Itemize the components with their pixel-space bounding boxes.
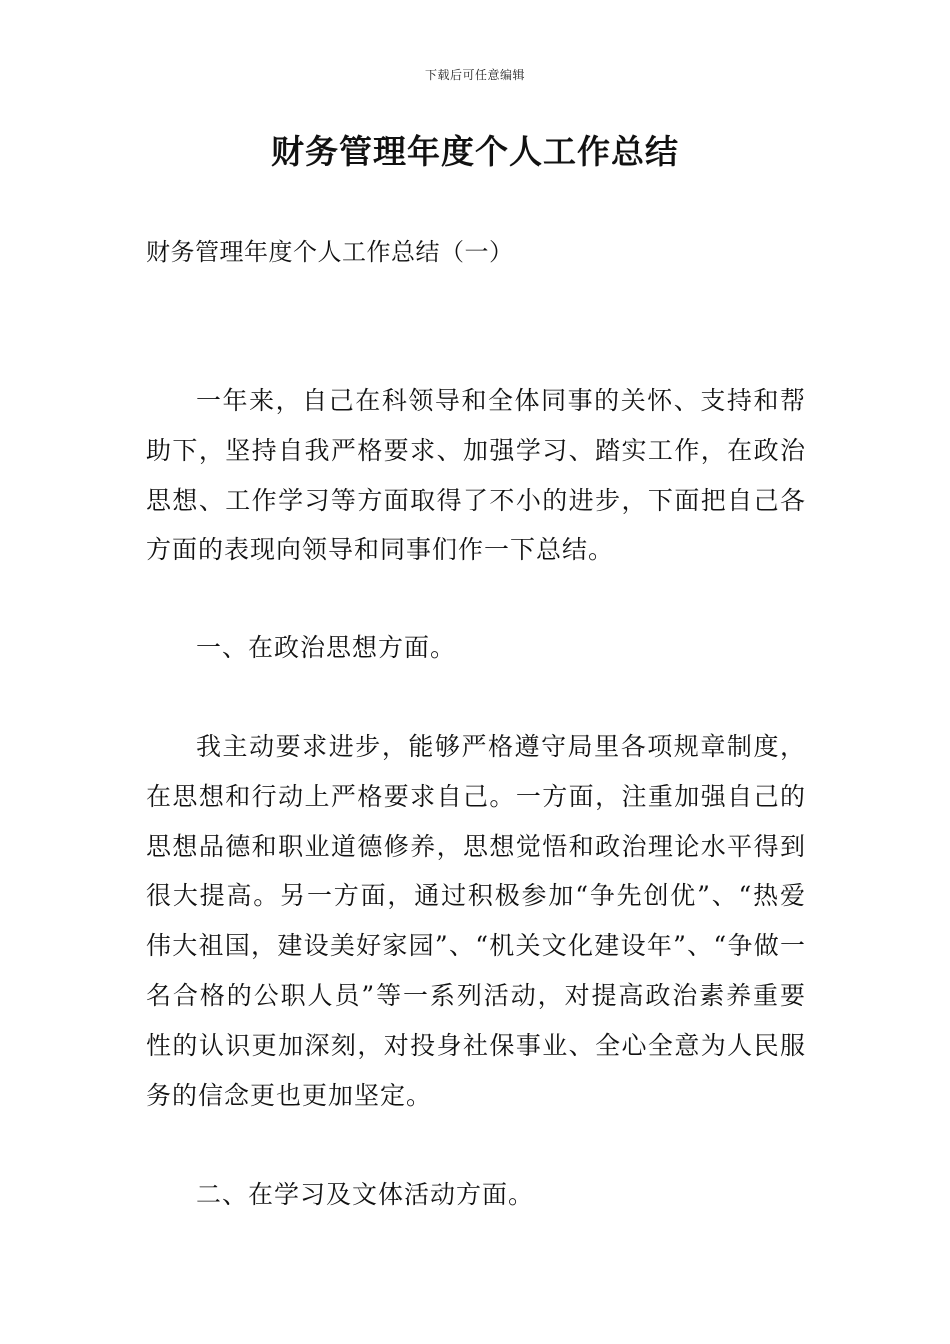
section-heading-politics: 一、在政治思想方面。 [196, 633, 457, 662]
paragraph-politics: 我主动要求进步，能够严格遵守局里各项规章制度，在思想和行动上严格要求自己。一方面，注重加强自己的思想品德和职业道德修养，思想觉悟和政治理论水平得到很大提高。另一方面，通过积极参加“争先创优”、“热爱伟大祖国，建设美好家园”、“机关文化建设年”、“争做一名合格的公职人员”等一系列活动，对提高政治素养重要性的认识更加深刻，对投身社保事业、全心全意为人民服务的信念更也更加坚定。 [146, 732, 806, 1110]
header-note: 下载后可任意编辑 [424, 68, 525, 82]
section-heading-study: 二、在学习及文体活动方面。 [196, 1180, 535, 1209]
document-subtitle: 财务管理年度个人工作总结（一） [146, 238, 514, 266]
paragraph-intro: 一年来，自己在科领导和全体同事的关怀、支持和帮助下，坚持自我严格要求、加强学习、踏实工作，在政治思想、工作学习等方面取得了不小的进步，下面把自己各方面的表现向领导和同事们作一下总结。 [146, 386, 806, 565]
document-title: 财务管理年度个人工作总结 [271, 132, 679, 171]
